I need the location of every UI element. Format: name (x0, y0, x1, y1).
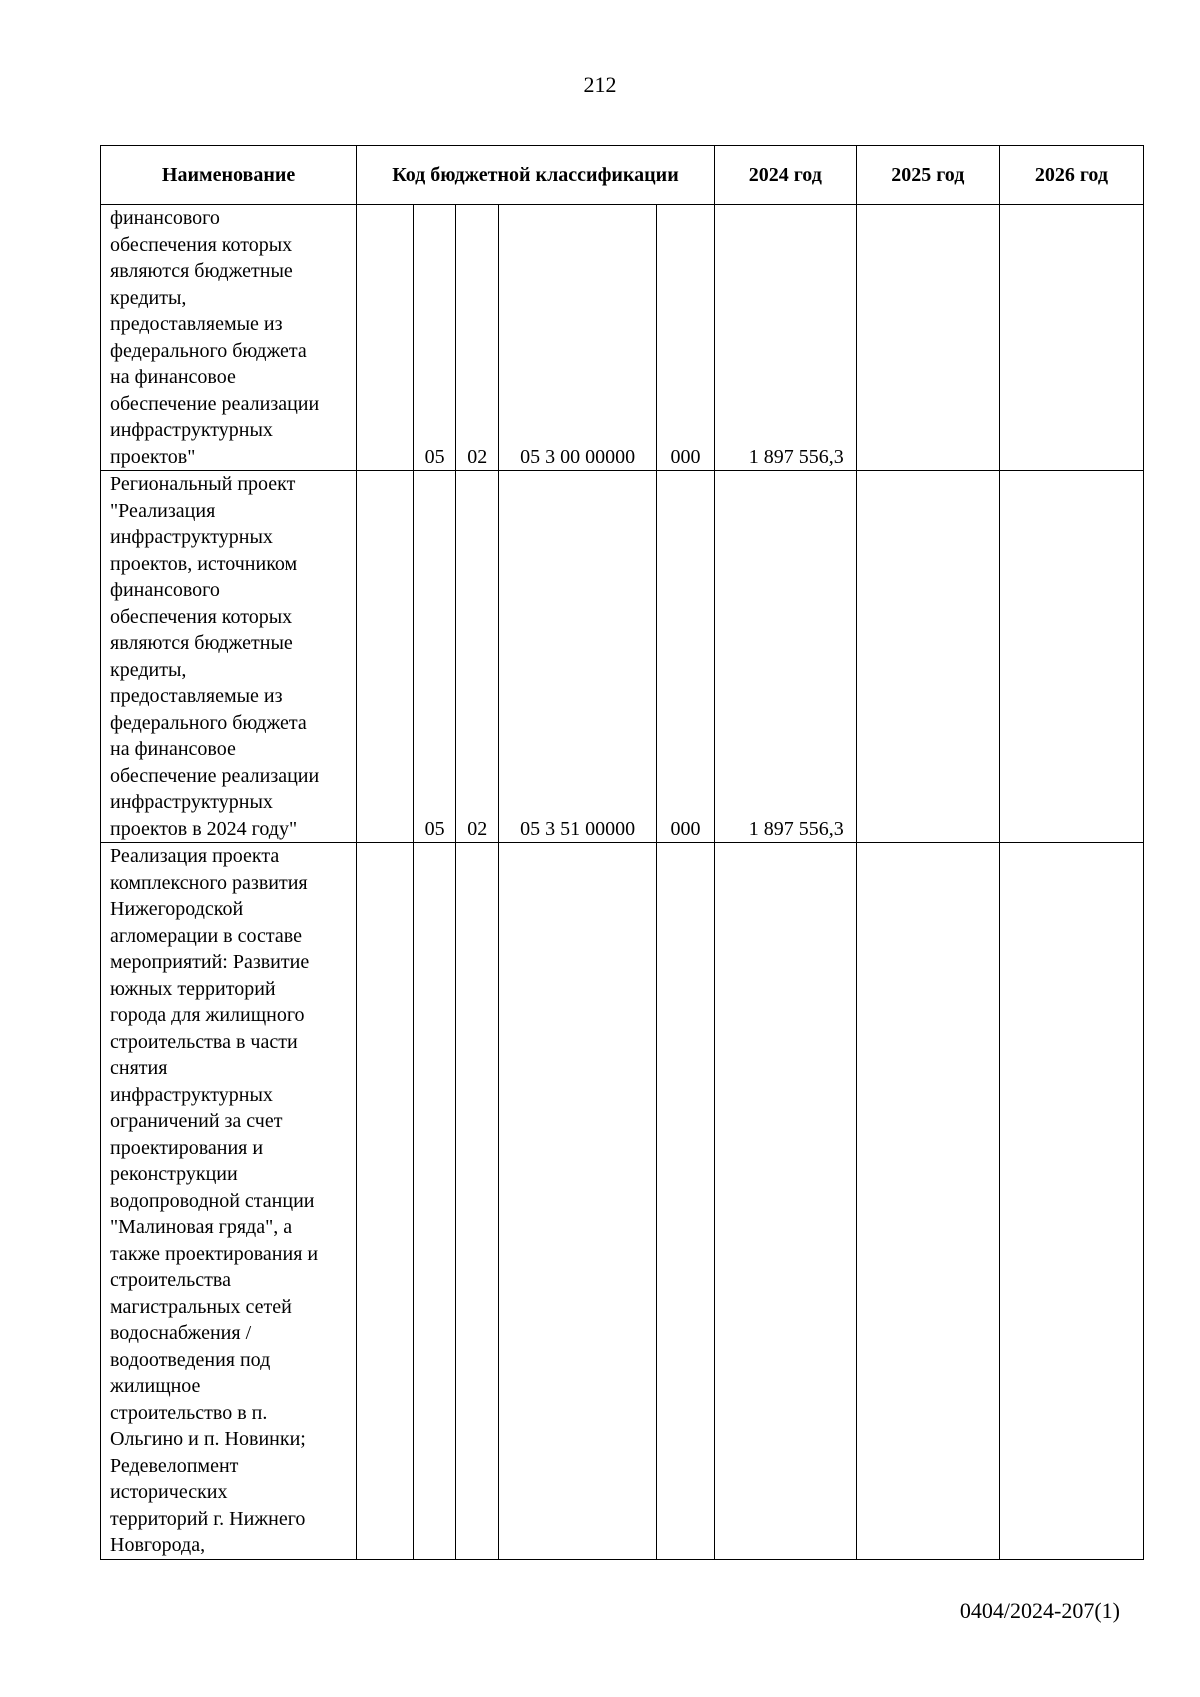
table-row (101, 205, 1144, 471)
row-amount-2024 (714, 843, 856, 1560)
row-subsection-code: 02 (456, 205, 499, 471)
header-code: Код бюджетной классификации (357, 146, 715, 205)
row-amount-2025 (856, 205, 999, 471)
row-expense-type-code: 000 (657, 471, 715, 843)
header-2025: 2025 год (856, 146, 999, 205)
row-amount-2025 (856, 843, 999, 1560)
header-row (101, 146, 1144, 205)
table-row (101, 471, 1144, 843)
row-blank-code (357, 205, 414, 471)
row-section-code (413, 843, 456, 1560)
row-amount-2024: 1 897 556,3 (714, 471, 856, 843)
row-expense-type-code: 000 (657, 205, 715, 471)
row-blank-code (357, 471, 414, 843)
row-name: Реализация проекта комплексного развития Нижегородской агломерации в составе мероприятий: Развитие южных территорий города для жилищного строительства в части снятия инфраструктурных ограничений за счет проектирования и реконструкции водопроводной станции "Малиновая гряда", а также проектирования и строительства магистральных сетей водоснабжения / водоотведения под жилищное строительство в п. Ольгино и п. Новинки; Редевелопмент исторических территорий г. Нижнего Новгорода, (101, 843, 357, 1560)
row-blank-code (357, 843, 414, 1560)
budget-table (100, 145, 1144, 1560)
row-amount-2026 (999, 471, 1143, 843)
row-amount-2026 (999, 205, 1143, 471)
header-2026: 2026 год (999, 146, 1143, 205)
header-name: Наименование (101, 146, 357, 205)
row-name: финансового обеспечения которых являются бюджетные кредиты, предоставляемые из федерального бюджета на финансовое обеспечение реализации инфраструктурных проектов" (101, 205, 357, 471)
row-amount-2024: 1 897 556,3 (714, 205, 856, 471)
page-number: 212 (583, 72, 617, 97)
row-section-code: 05 (413, 205, 456, 471)
header-2024: 2024 год (714, 146, 856, 205)
document-number: 0404/2024-207(1) (959, 1598, 1120, 1623)
row-subsection-code (456, 843, 499, 1560)
row-section-code: 05 (413, 471, 456, 843)
row-target-code (499, 843, 657, 1560)
row-target-code: 05 3 51 00000 (499, 471, 657, 843)
row-name: Региональный проект "Реализация инфраструктурных проектов, источником финансового обеспечения которых являются бюджетные кредиты, предоставляемые из федерального бюджета на финансовое обеспечение реализации инфраструктурных проектов в 2024 году" (101, 471, 357, 843)
row-amount-2025 (856, 471, 999, 843)
table-row (101, 843, 1144, 1560)
row-expense-type-code (657, 843, 715, 1560)
row-target-code: 05 3 00 00000 (499, 205, 657, 471)
row-amount-2026 (999, 843, 1143, 1560)
row-subsection-code: 02 (456, 471, 499, 843)
